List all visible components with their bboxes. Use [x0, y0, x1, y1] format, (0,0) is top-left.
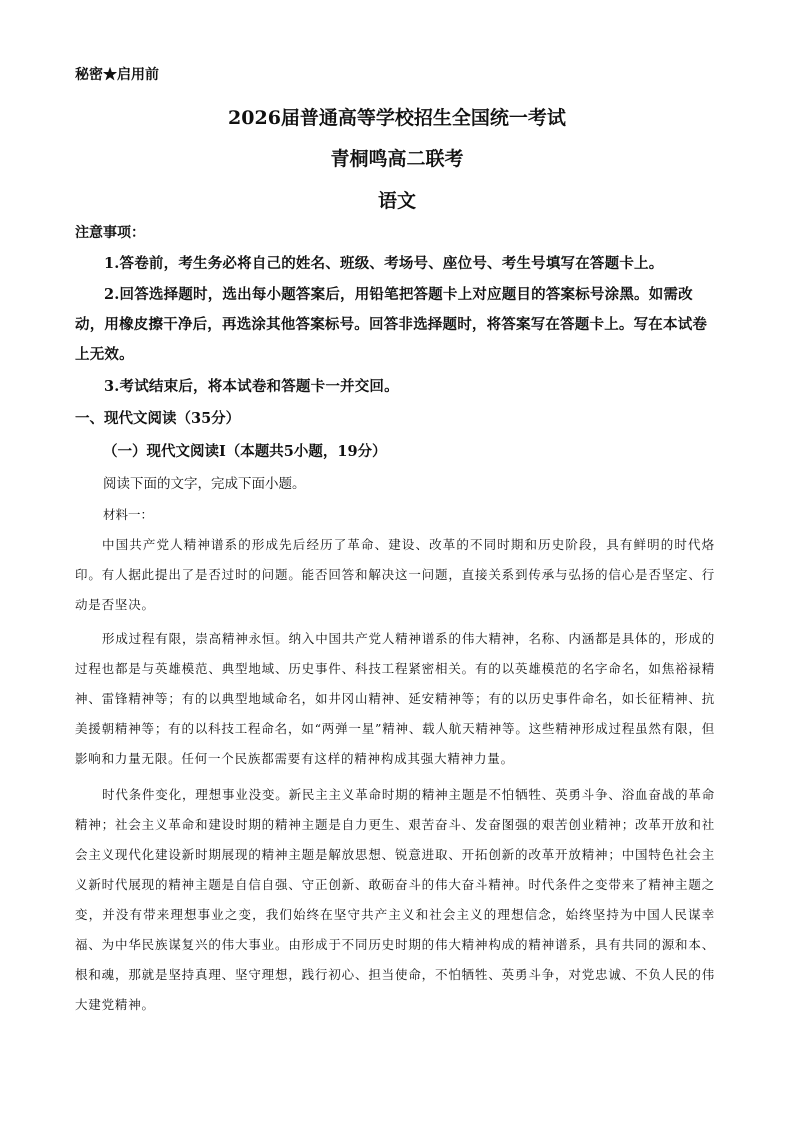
material-paragraph: 形成过程有限，崇高精神永恒。纳入中国共产党人精神谱系的伟大精神，名称、内涵都是具体的，形成的过程也都是与英雄模范、典型地域、历史事件、科技工程紧密相关。有的以英雄模范的名字命名，如焦裕禄精神、雷锋精神等；有的以典型地域命名，如井冈山精神、延安精神等；有的以历史事件命名，如长征精神、抗美援朝精神等；有的以科技工程命名，如“两弹一星”精神、载人航天精神等。这些精神形成过程虽然有限，但影响和力量无限。任何一个民族都需要有这样的精神构成其强大精神力量。 [75, 631, 715, 766]
notice-heading: 注意事项： [75, 225, 145, 241]
reading-instruction: 阅读下面的文字，完成下面小题。 [103, 476, 306, 492]
material-paragraph: 中国共产党人精神谱系的形成先后经历了革命、建设、改革的不同时期和历史阶段，具有鲜明的时代烙印。有人据此提出了是否过时的问题。能否回答和解决这一问题，直接关系到传承与弘扬的信心是否坚定、行动是否坚决。 [75, 537, 715, 612]
notice-item: 3.考试结束后，将本试卷和答题卡一并交回。 [104, 378, 399, 395]
secret-label: 秘密★启用前 [75, 67, 159, 83]
subject-title: 语文 [377, 190, 416, 212]
subsection-title: （一）现代文阅读Ⅰ（本题共5小题，19分） [103, 443, 387, 460]
material-paragraph: 时代条件变化，理想事业没变。新民主主义革命时期的精神主题是不怕牺牲、英勇斗争、浴血奋战的革命精神；社会主义革命和建设时期的精神主题是自力更生、艰苦奋斗、发奋图强的艰苦创业精神；改革开放和社会主义现代化建设新时期展现的精神主题是解放思想、锐意进取、开拓创新的改革开放精神；中国特色社会主义新时代展现的精神主题是自信自强、守正创新、敢砺奋斗的伟大奋斗精神。时代条件之变带来了精神主题之变，并没有带来理想事业之变，我们始终在坚守共产主义和社会主义的理想信念，始终坚持为中国人民谋幸福、为中华民族谋复兴的伟大事业。由形成于不同历史时期的伟大精神构成的精神谱系，具有共同的源和本、根和魂，那就是坚持真理、坚守理想，践行初心、担当使命，不怕牺牲、英勇斗争，对党忠诚、不负人民的伟大建党精神。 [75, 787, 715, 1012]
notice-item: 2.回答选择题时，选出每小题答案后，用铅笔把答题卡上对应题目的答案标号涂黑。如需改动，用橡皮擦干净后，再选涂其他答案标号。回答非选择题时，将答案写在答题卡上。写在本试卷上无效。 [75, 286, 708, 363]
section-title: 一、现代文阅读（35分） [75, 410, 241, 427]
notice-item: 1.答卷前，考生务必将自己的姓名、班级、考场号、座位号、考生号填写在答题卡上。 [104, 255, 664, 272]
material-label: 材料一： [103, 507, 154, 522]
exam-title: 2026届普通高等学校招生全国统一考试 [228, 107, 566, 129]
joint-exam-title: 青桐鸣高二联考 [330, 148, 464, 170]
